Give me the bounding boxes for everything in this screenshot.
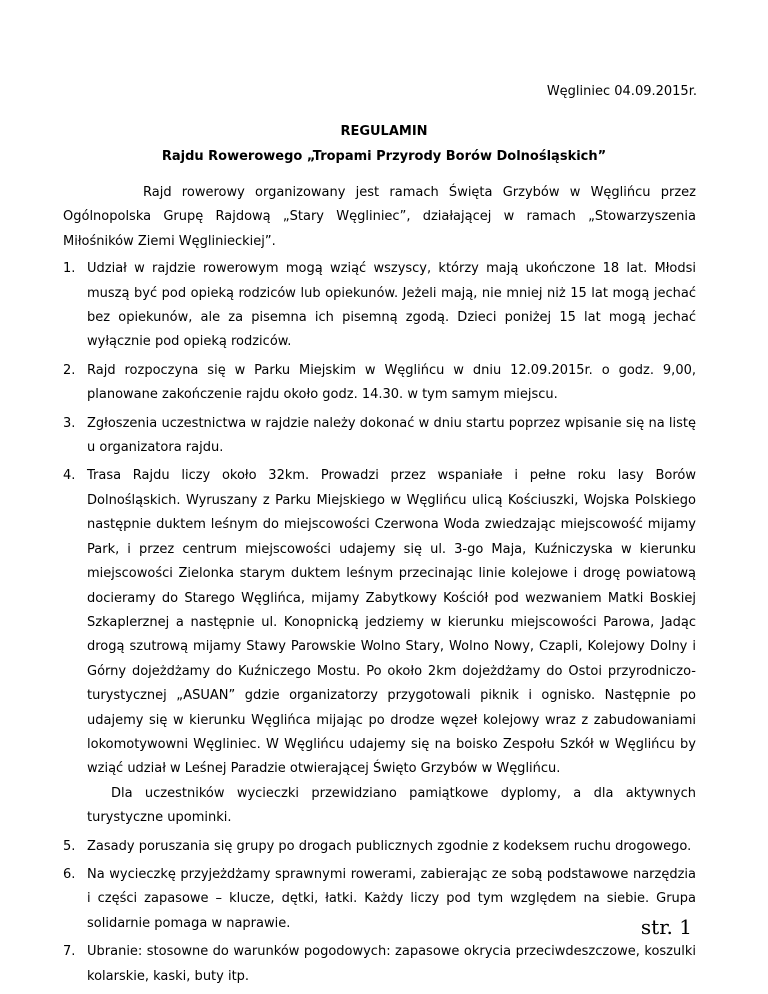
rule-text: Rajd rozpoczyna się w Parku Miejskim w Węglińcu w dniu 12.09.2015r. o godz. 9,00, planowane zakończenie rajdu około godz. 14.30. w tym samym miejscu. xyxy=(87,362,696,403)
rule-number: 4. xyxy=(63,468,76,484)
rule-item-1 xyxy=(63,257,696,355)
rule-number: 3. xyxy=(63,415,76,431)
rule-item-3 xyxy=(63,412,696,461)
rule-text: Zasady poruszania się grupy po drogach publicznych zgodnie z kodeksem ruchu drogowego. xyxy=(87,838,692,854)
rule-item-5 xyxy=(63,835,696,859)
rule-number: 6. xyxy=(63,866,76,882)
rule-item-6 xyxy=(63,863,696,936)
rule-number: 5. xyxy=(63,838,76,854)
rule-number: 2. xyxy=(63,362,76,378)
rule-text: Udział w rajdzie rowerowym mogą wziąć wszyscy, którzy mają ukończone 18 lat. Młodsi muszą być pod opieką rodziców lub opiekunów. Jeżeli mają, nie mniej niż 15 lat mogą jechać bez opiekunów, ale za pisemna ich pisemną zgodą. Dzieci poniżej 15 lat mogą jechać wyłącznie pod opieką rodziców. xyxy=(87,261,696,350)
rule-subparagraph: Dla uczestników wycieczki przewidziano pamiątkowe dyplomy, a dla aktywnych turystyczne upominki. xyxy=(87,785,696,826)
rules-list xyxy=(63,257,696,989)
rule-item-2 xyxy=(63,359,696,408)
rule-number: 7. xyxy=(63,944,76,960)
document-body xyxy=(63,181,696,993)
rule-text: Trasa Rajdu liczy około 32km. Prowadzi przez wspaniałe i pełne roku lasy Borów Dolnośląskich. Wyruszany z Parku Miejskiego w Węglińcu ulicą Kościuszki, Wojska Polskiego następnie duktem leśnym do miejscowości Czerwona Woda zwiedzając miejscowość mijamy Park, i przez centrum miejscowości udajemy się ul. 3-go Maja, Kuźniczyska w kierunku miejscowości Zielonka starym duktem leśnym przecinając linie kolejowe i drogę powiatową docieramy do Starego Węglińca, mijamy Zabytkowy Kościół pod wezwaniem Matki Boskiej Szkaplerznej a następnie ul. Konopnicką jedziemy w kierunku miejscowości Parowa, Jadąc drogą szutrową mijamy Stawy Parowskie Wolno Stary, Wolno Nowy, Czapli, Kolejowy Dolny i Górny dojeżdżamy do Kuźniczego Mostu. Po około 2km dojeżdżamy do Ostoi przyrodniczo-turystycznej „ASUAN” gdzie organizatorzy przygotowali piknik i ognisko. Następnie po udajemy się w kierunku Węglińca mijając po drodze węzeł kolejowy wraz z zabudowaniami lokomotywowni Węgliniec. W Węglińcu udajemy się na boisko Zespołu Szkół w Węglińcu by wziąć udział w Leśnej Paradzie otwierającej Święto Grzybów w Węglińcu. xyxy=(87,468,696,777)
rule-item-4 xyxy=(63,464,696,830)
rule-item-7 xyxy=(63,940,696,989)
rule-text: Na wycieczkę przyjeżdżamy sprawnymi rowerami, zabierając ze sobą podstawowe narzędzia i części zapasowe – klucze, dętki, łatki. Każdy liczy pod tym względem na siebie. Grupa solidarnie pomaga w naprawie. xyxy=(87,866,696,931)
rule-number: 1. xyxy=(63,261,76,277)
document-subtitle: Rajdu Rowerowego „Tropami Przyrody Borów Dolnośląskich” xyxy=(161,149,607,164)
document-title: REGULAMIN xyxy=(340,124,428,139)
intro-paragraph: Rajd rowerowy organizowany jest ramach Święta Grzybów w Węglińcu przez Ogólnopolska Grupę Rajdową „Stary Węgliniec”, działającej w ramach „Stowarzyszenia Miłośników Ziemi Węglinieckiej”. xyxy=(63,185,696,249)
rule-text: Zgłoszenia uczestnictwa w rajdzie należy dokonać w dniu startu poprzez wpisanie się na listę u organizatora rajdu. xyxy=(87,415,696,456)
document-date: Węgliniec 04.09.2015r. xyxy=(546,84,697,99)
page-number: str. 1 xyxy=(640,915,692,939)
rule-text: Ubranie: stosowne do warunków pogodowych: zapasowe okrycia przeciwdeszczowe, koszulki kolarskie, kaski, buty itp. xyxy=(87,944,696,984)
